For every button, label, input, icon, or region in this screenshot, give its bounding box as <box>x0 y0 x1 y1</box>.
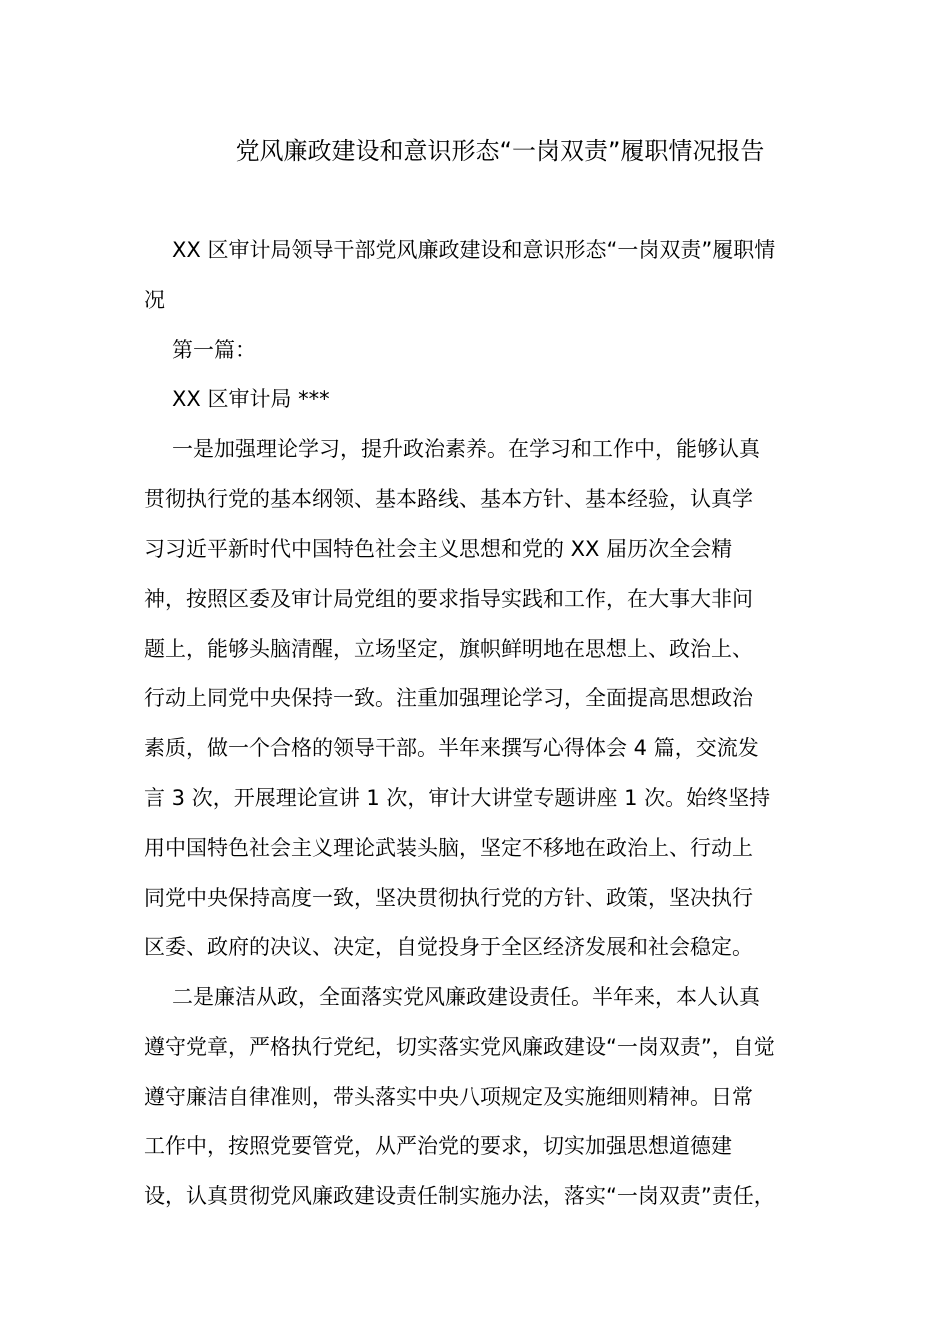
text-line: 设，认真贯彻党风廉政建设责任制实施办法，落实“一岗双责”责任， <box>144 1184 775 1208</box>
text-line: XX 区审计局领导干部党风廉政建设和意识形态“一岗双责”履职情 <box>172 238 776 262</box>
text-line: 贯彻执行党的基本纲领、基本路线、基本方针、基本经验，认真学 <box>144 487 753 511</box>
text-line: 遵守廉洁自律准则，带头落实中央八项规定及实施细则精神。日常 <box>144 1085 753 1109</box>
text-line: 二是廉洁从政，全面落实党风廉政建设责任。半年来，本人认真 <box>172 985 760 1009</box>
text-line: 用中国特色社会主义理论武装头脑，坚定不移地在政治上、行动上 <box>144 836 753 860</box>
text-line: 言 3 次，开展理论宣讲 1 次，审计大讲堂专题讲座 1 次。始终坚持 <box>144 786 771 810</box>
text-line: 题上，能够头脑清醒，立场坚定，旗帜鲜明地在思想上、政治上、 <box>144 637 753 661</box>
text-line: 习习近平新时代中国特色社会主义思想和党的 XX 届历次全会精 <box>144 537 733 561</box>
text-line: 同党中央保持高度一致，坚决贯彻执行党的方针、政策，坚决执行 <box>144 886 753 910</box>
text-line: XX 区审计局 *** <box>172 387 330 411</box>
document-title: 党风廉政建设和意识形态“一岗双责”履职情况报告 <box>235 137 765 165</box>
text-line: 行动上同党中央保持一致。注重加强理论学习，全面提高思想政治 <box>144 686 753 710</box>
text-line: 况 <box>144 288 165 312</box>
text-line: 遵守党章，严格执行党纪，切实落实党风廉政建设“一岗双责”，自觉 <box>144 1035 775 1059</box>
text-line: 区委、政府的决议、决定，自觉投身于全区经济发展和社会稳定。 <box>144 935 753 959</box>
text-line: 第一篇： <box>172 338 256 362</box>
text-line: 素质，做一个合格的领导干部。半年来撰写心得体会 4 篇，交流发 <box>144 736 759 760</box>
text-line: 工作中，按照党要管党，从严治党的要求，切实加强思想道德建 <box>144 1134 732 1158</box>
text-line: 一是加强理论学习，提升政治素养。在学习和工作中，能够认真 <box>172 437 760 461</box>
text-line: 神，按照区委及审计局党组的要求指导实践和工作，在大事大非问 <box>144 587 753 611</box>
